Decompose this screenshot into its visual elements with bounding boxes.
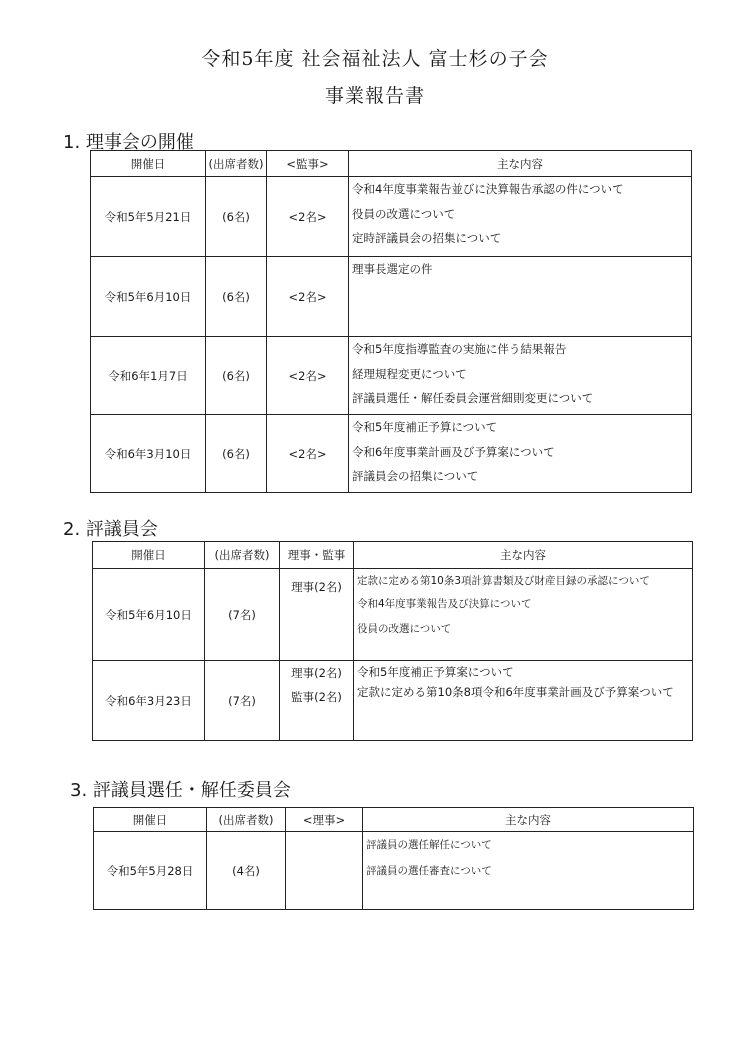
document-title: 令和5年度 社会福祉法人 富士杉の子会	[201, 48, 549, 70]
agenda-cell	[349, 337, 692, 415]
roles-cell	[280, 661, 354, 741]
auditor-count: <2名>	[267, 257, 349, 337]
col-header-auditor: <監事>	[267, 151, 349, 177]
col-header-date: 開催日	[91, 151, 206, 177]
meeting-date: 令和5年5月21日	[91, 177, 206, 257]
agenda-item: 令和6年度事業計画及び予算案について	[352, 444, 555, 459]
agenda-cell	[349, 177, 692, 257]
councilor-meetings-table	[92, 541, 693, 741]
director-count	[286, 832, 363, 910]
agenda-cell	[363, 832, 694, 910]
col-header-director: <理事>	[286, 808, 363, 832]
board-meetings-table	[90, 150, 692, 493]
col-header-content: 主な内容	[363, 808, 694, 832]
agenda-item: 評議員の選任審査について	[366, 865, 492, 877]
col-header-date: 開催日	[94, 808, 207, 832]
agenda-item: 経理規程変更について	[352, 366, 467, 381]
col-header-content: 主な内容	[349, 151, 692, 177]
attendance-count: (7名)	[205, 661, 280, 741]
auditor-count: <2名>	[267, 337, 349, 415]
attendance-count: (6名)	[206, 337, 267, 415]
section1-heading: 1. 理事会の開催	[63, 132, 194, 153]
attendance-count: (7名)	[205, 569, 280, 661]
attendance-count: (4名)	[207, 832, 286, 910]
agenda-item: 令和4年度事業報告及び決算について	[357, 598, 532, 610]
agenda-item: 令和4年度事業報告並びに決算報告承認の件について	[352, 182, 624, 196]
col-header-attendance: (出席者数)	[206, 151, 267, 177]
table-row	[91, 337, 692, 415]
agenda-item: 評議員選任・解任委員会運営細則変更について	[352, 391, 594, 406]
meeting-date: 令和6年1月7日	[91, 337, 206, 415]
agenda-item: 定時評議員会の招集について	[352, 231, 502, 246]
attendance-count: (6名)	[206, 257, 267, 337]
col-header-attendance: (出席者数)	[205, 542, 280, 569]
agenda-item: 令和5年度補正予算案について	[357, 665, 514, 679]
agenda-item: 役員の改選について	[352, 206, 456, 221]
agenda-item: 定款に定める第10条8項令和6年度事業計画及び予算案ついて	[357, 685, 674, 699]
agenda-cell	[349, 415, 692, 493]
table-row	[93, 661, 693, 741]
auditor-count: <2名>	[267, 177, 349, 257]
table-row	[91, 415, 692, 493]
meeting-date: 令和5年6月10日	[93, 569, 205, 661]
roles-cell	[280, 569, 354, 661]
selection-committee-table	[93, 807, 694, 910]
meeting-date: 令和6年3月10日	[91, 415, 206, 493]
section3-heading: 3. 評議員選任・解任委員会	[70, 780, 291, 801]
role-label: 理事(2名)	[291, 666, 342, 680]
agenda-cell	[354, 661, 693, 741]
meeting-date: 令和5年5月28日	[94, 832, 207, 910]
col-header-date: 開催日	[93, 542, 205, 569]
agenda-item: 役員の改選について	[357, 622, 452, 635]
agenda-cell	[354, 569, 693, 661]
auditor-count: <2名>	[267, 415, 349, 493]
table-row	[91, 177, 692, 257]
attendance-count: (6名)	[206, 415, 267, 493]
table-row	[91, 257, 692, 337]
agenda-item: 定款に定める第10条3項計算書類及び財産目録の承認について	[357, 575, 650, 587]
table-row	[93, 569, 693, 661]
col-header-roles: 理事・監事	[280, 542, 354, 569]
role-label: 監事(2名)	[291, 690, 342, 704]
agenda-item: 令和5年度指導監査の実施に伴う結果報告	[352, 342, 567, 356]
col-header-content: 主な内容	[354, 542, 693, 569]
agenda-item: 評議員会の招集について	[352, 469, 479, 484]
agenda-item: 評議員の選任解任について	[366, 839, 492, 851]
meeting-date: 令和5年6月10日	[91, 257, 206, 337]
col-header-attendance: (出席者数)	[207, 808, 286, 832]
document-subtitle: 事業報告書	[324, 85, 425, 107]
attendance-count: (6名)	[206, 177, 267, 257]
role-label: 理事(2名)	[291, 580, 342, 594]
table-row	[94, 832, 694, 910]
agenda-item: 令和5年度補正予算について	[352, 420, 498, 434]
section2-heading: 2. 評議員会	[63, 519, 158, 540]
agenda-item: 理事長選定の件	[352, 262, 433, 276]
meeting-date: 令和6年3月23日	[93, 661, 205, 741]
agenda-cell	[349, 257, 692, 337]
